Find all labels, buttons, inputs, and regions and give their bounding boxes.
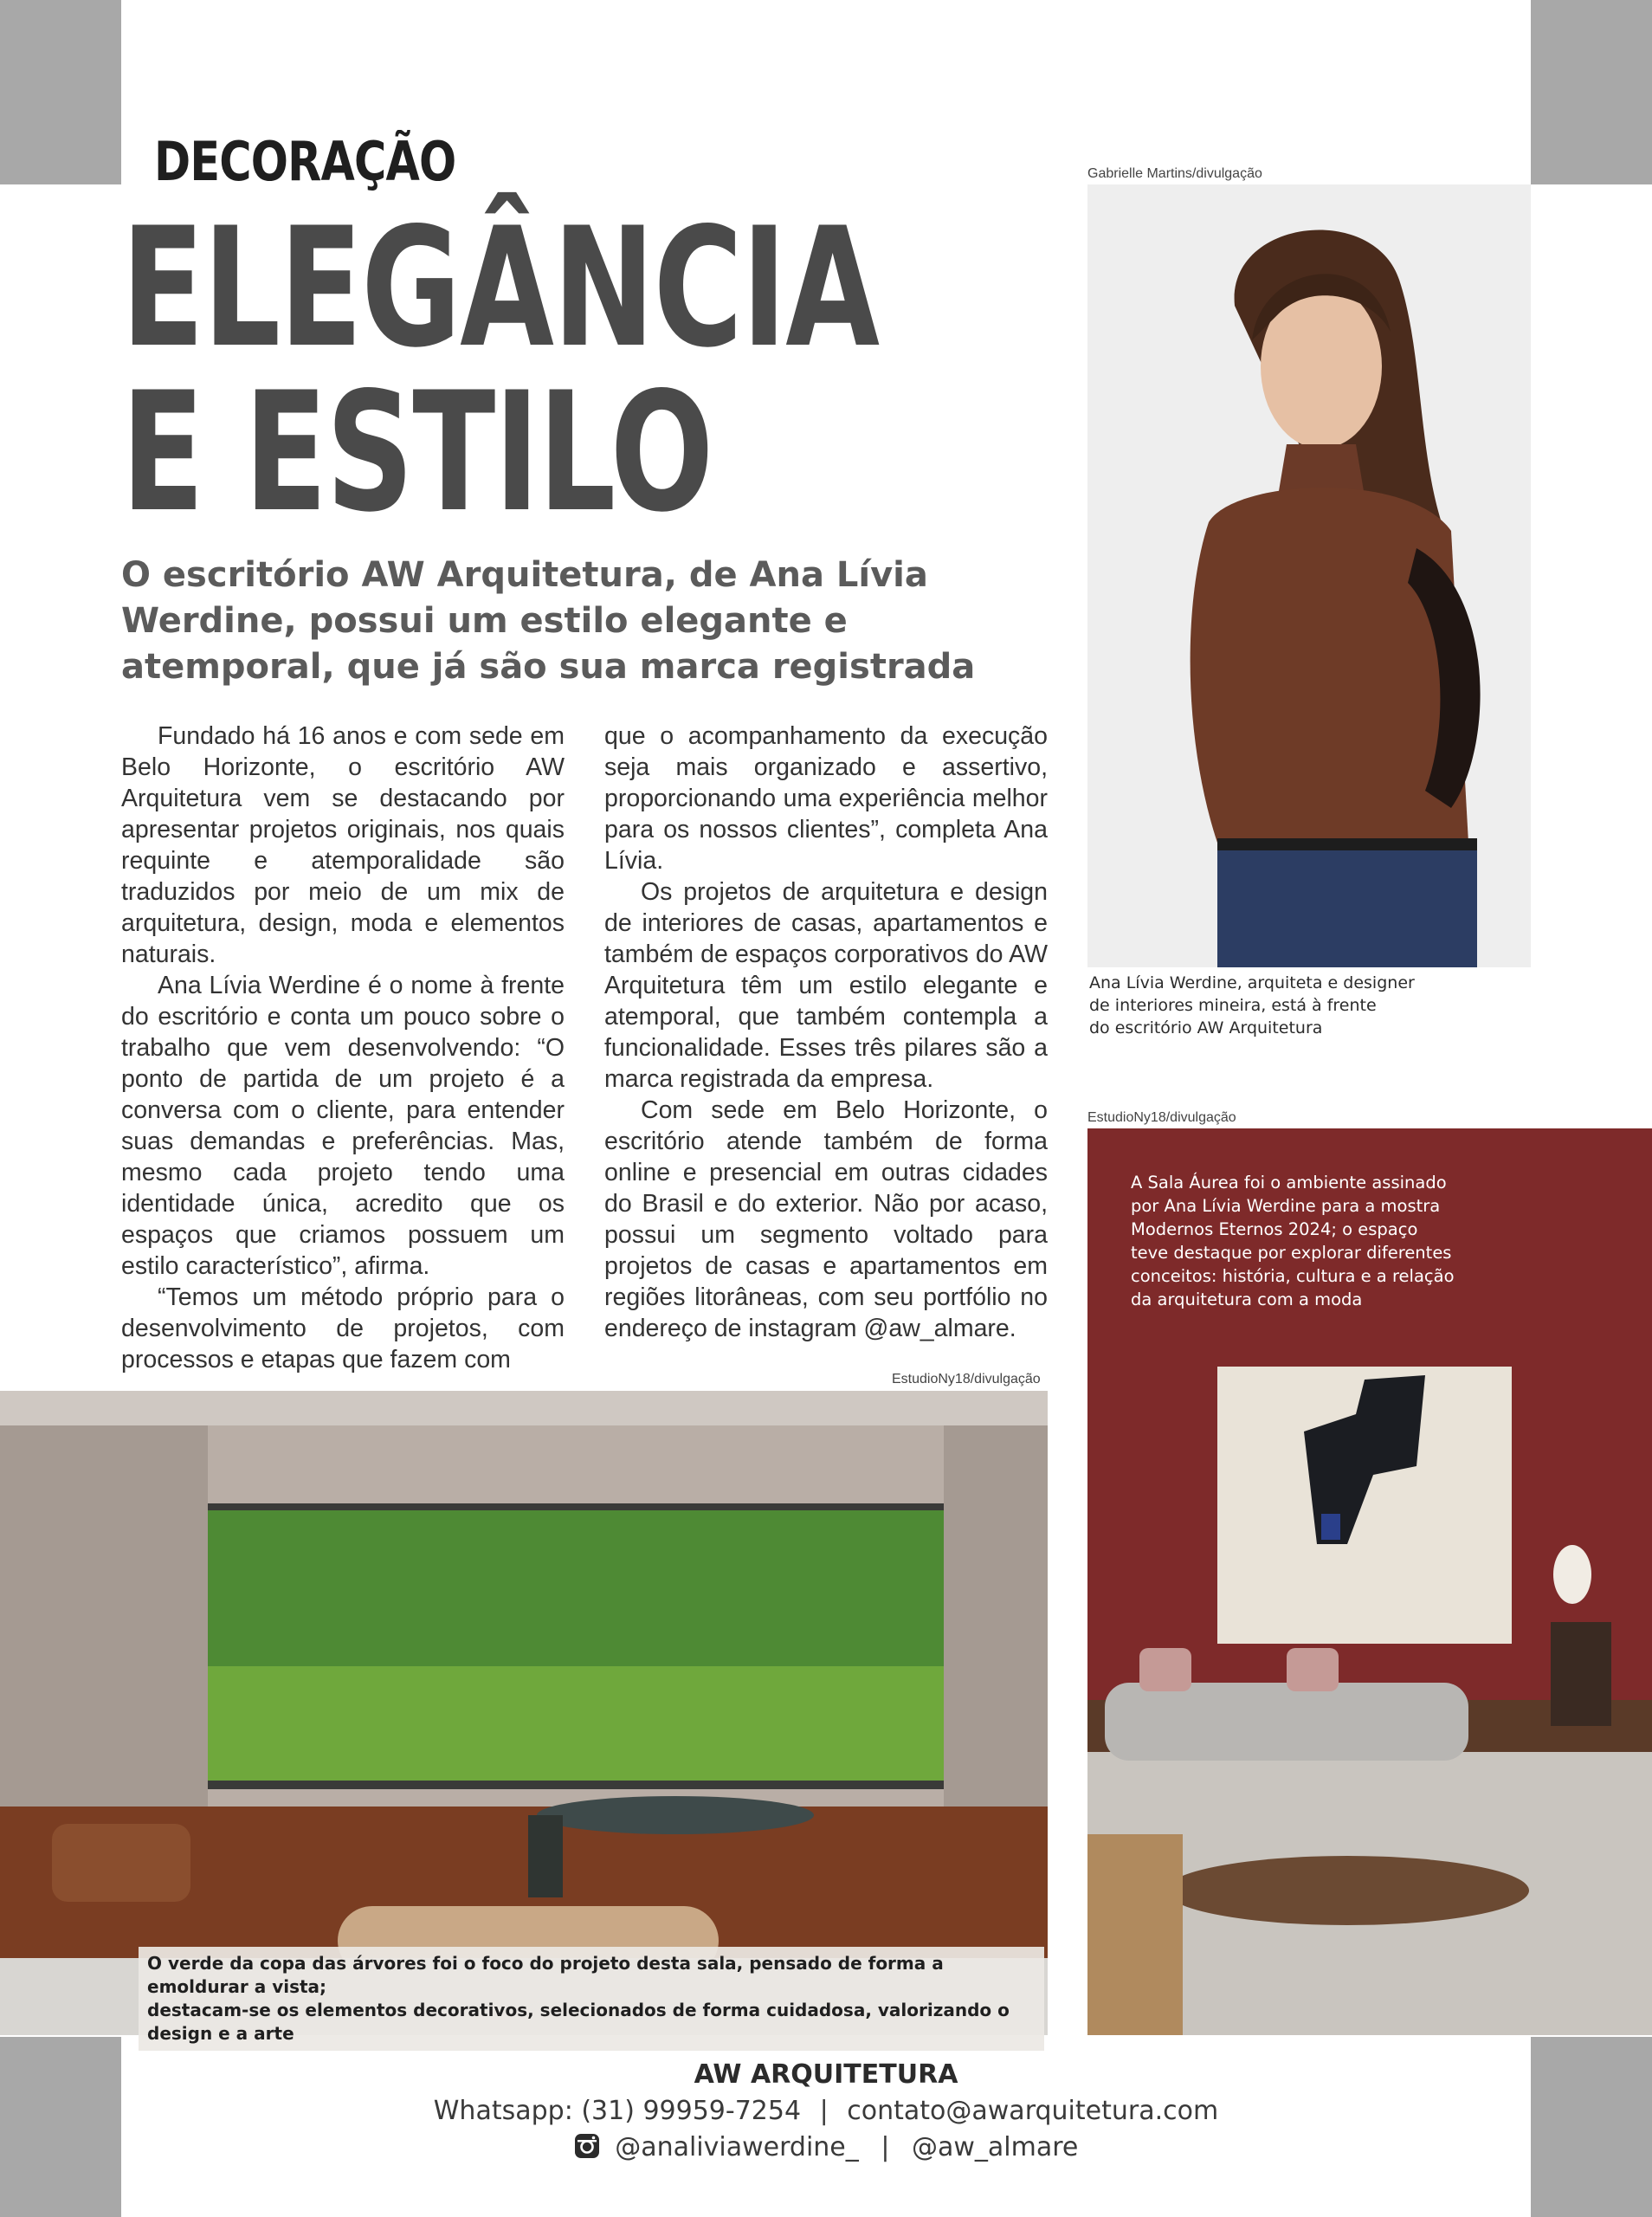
caption-line: O verde da copa das árvores foi o foco do projeto desta sala, pensado de forma a emoldurar a vista; <box>147 1953 944 1997</box>
grey-band-top-left <box>0 0 121 184</box>
room-photo-caption <box>139 1947 1044 2051</box>
red-room-credit: EstudioNy18/divulgação <box>1087 1110 1236 1125</box>
paragraph: Fundado há 16 anos e com sede em Belo Horizonte, o escritório AW Arquitetura vem se destacando por apresentar projetos originais, nos quais requinte e atemporalidade são traduzidos por meio de um mix de arquitetura, design, moda e elementos naturais. <box>121 722 565 968</box>
caption-line: destacam-se os elementos decorativos, selecionados de forma cuidadosa, valorizando o design e a arte <box>147 2000 1010 2044</box>
caption-line: teve destaque por explorar diferentes <box>1131 1243 1452 1263</box>
room-photo <box>0 1391 1048 2035</box>
paragraph-continuation: que o acompanhamento da execução seja mais organizado e assertivo, proporcionando uma experiência melhor para os nossos clientes”, completa Ana Lívia. <box>604 722 1048 875</box>
red-room-caption <box>1131 1171 1512 1311</box>
headline-line-2: E ESTILO <box>121 357 713 548</box>
whatsapp-text[interactable]: Whatsapp: (31) 99959-7254 <box>433 2096 802 2126</box>
portrait-credit: Gabrielle Martins/divulgação <box>1087 166 1262 181</box>
instagram-icon <box>574 2133 600 2159</box>
headline <box>121 192 879 548</box>
paragraph: Os projetos de arquitetura e design de interiores de casas, apartamentos e também de espaços corporativos do AW Arquitetura têm um estilo elegante e atemporal, que também contempla a funcionalidade. Esses três pilares são a marca registrada da empresa. <box>604 878 1048 1093</box>
caption-line: por Ana Lívia Werdine para a mostra <box>1131 1196 1441 1216</box>
caption-line: conceitos: história, cultura e a relação <box>1131 1266 1455 1286</box>
caption-line: Modernos Eternos 2024; o espaço <box>1131 1219 1418 1239</box>
paragraph: Com sede em Belo Horizonte, o escritório atende também de forma online e presencial em outras cidades do Brasil e do exterior. Não por acaso, possui um segmento voltado para projetos de casas e apartamentos em regiões litorâneas, com seu portfólio no endereço de instagram @aw_almare. <box>604 1096 1048 1342</box>
caption-line: A Sala Áurea foi o ambiente assinado <box>1131 1173 1447 1193</box>
caption-line: Ana Lívia Werdine, arquiteta e designer <box>1089 973 1415 992</box>
paragraph: Ana Lívia Werdine é o nome à frente do escritório e conta um pouco sobre o trabalho que vem desenvolvendo: “O ponto de partida de um projeto é a conversa com o cliente, para entender suas demandas e preferências. Mas, mesmo cada projeto tendo uma identidade única, acredito que os espaços que criamos possuem um estilo característico”, afirma. <box>121 972 565 1280</box>
separator: | <box>881 2132 890 2162</box>
article-column-1 <box>121 721 565 1375</box>
instagram-handle-1[interactable]: @analiviawerdine_ <box>615 2132 859 2162</box>
footer-contact-line <box>0 2096 1652 2126</box>
email-link[interactable]: contato@awarquitetura.com <box>847 2096 1219 2126</box>
footer-instagram-line <box>0 2132 1652 2162</box>
footer-title: AW ARQUITETURA <box>694 2059 958 2090</box>
grey-band-top-right <box>1531 0 1652 184</box>
headline-line-1: ELEGÂNCIA <box>121 192 879 384</box>
caption-line: de interiores mineira, está à frente <box>1089 996 1377 1015</box>
caption-line: da arquitetura com a moda <box>1131 1289 1363 1309</box>
subtitle: O escritório AW Arquitetura, de Ana Lívia Werdine, possui um estilo elegante e atemporal, que já são sua marca registrada <box>121 555 976 687</box>
instagram-handle-2[interactable]: @aw_almare <box>911 2132 1079 2162</box>
caption-line: do escritório AW Arquitetura <box>1089 1018 1323 1037</box>
portrait-photo <box>1087 184 1531 967</box>
portrait-caption <box>1089 972 1522 1039</box>
separator: | <box>819 2096 829 2126</box>
section-label: DECORAÇÃO <box>154 130 456 193</box>
room-photo-credit: EstudioNy18/divulgação <box>892 1372 1041 1386</box>
article-column-2 <box>604 721 1048 1344</box>
paragraph: “Temos um método próprio para o desenvolvimento de projetos, com processos e etapas que fazem com <box>121 1283 565 1374</box>
